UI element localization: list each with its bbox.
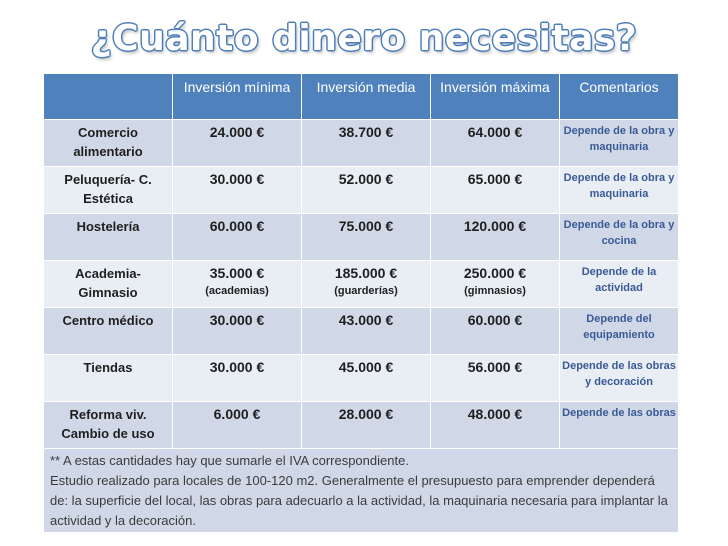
value-mid: 75.000 € [302,214,431,261]
value-max: 250.000 € [463,265,527,281]
table-row [44,355,679,402]
row-name: Tiendas [44,355,173,402]
header-empty [44,74,173,120]
value-min: 35.000 € [209,265,265,281]
value-min: 30.000 € [173,167,302,214]
value-mid: 185.000 € [334,265,398,281]
note-row [44,449,679,533]
table-row [44,167,679,214]
comment: Depende del equipamiento [560,308,679,355]
value-mid: 52.000 € [302,167,431,214]
header-max: Inversión máxima [431,74,560,120]
header-comments: Comentarios [560,74,679,120]
header-mid: Inversión media [302,74,431,120]
table-row [44,120,679,167]
footnote [44,449,679,533]
table-row [44,402,679,449]
value-min-note: (academias) [205,285,269,297]
value-max: 120.000 € [431,214,560,261]
value-min-cell [173,261,302,308]
table-row [44,308,679,355]
page-title: ¿Cuánto dinero necesitas? [90,18,638,59]
row-name: Centro médico [44,308,173,355]
value-min: 30.000 € [173,308,302,355]
comment: Depende de la actividad [560,261,679,308]
value-max: 65.000 € [431,167,560,214]
value-mid: 43.000 € [302,308,431,355]
comment: Depende de la obra y maquinaria [560,120,679,167]
value-min: 6.000 € [173,402,302,449]
value-max-note: (gimnasios) [464,285,526,297]
value-mid: 38.700 € [302,120,431,167]
comment: Depende de las obras [560,402,679,449]
value-max: 60.000 € [431,308,560,355]
value-min: 30.000 € [173,355,302,402]
table-row [44,261,679,308]
value-mid-cell [302,261,431,308]
header-row [44,74,679,120]
footnote-study: Estudio realizado para locales de 100-120 m2. Generalmente el presupuesto para emprender dependerá de: la superficie del local, las obras para adecuarlo a la actividad, la maquinaria necesaria para implantar la actividad y la decoración. [50,473,668,528]
row-name: Peluquería- C. Estética [44,167,173,214]
value-max-cell [431,261,560,308]
value-max: 48.000 € [431,402,560,449]
row-name: Reforma viv. Cambio de uso [44,402,173,449]
row-name: Academia- Gimnasio [44,261,173,308]
value-mid: 28.000 € [302,402,431,449]
value-min: 60.000 € [173,214,302,261]
row-name: Comercio alimentario [44,120,173,167]
value-max: 64.000 € [431,120,560,167]
table-row [44,214,679,261]
comment: Depende de las obras y decoración [560,355,679,402]
value-max: 56.000 € [431,355,560,402]
comment: Depende de la obra y maquinaria [560,167,679,214]
value-min: 24.000 € [173,120,302,167]
investment-table [43,73,679,533]
row-name: Hostelería [44,214,173,261]
comment: Depende de la obra y cocina [560,214,679,261]
header-min: Inversión mínima [173,74,302,120]
value-mid-note: (guarderías) [334,285,398,297]
footnote-iva: ** A estas cantidades hay que sumarle el IVA correspondiente. [50,453,409,468]
value-mid: 45.000 € [302,355,431,402]
